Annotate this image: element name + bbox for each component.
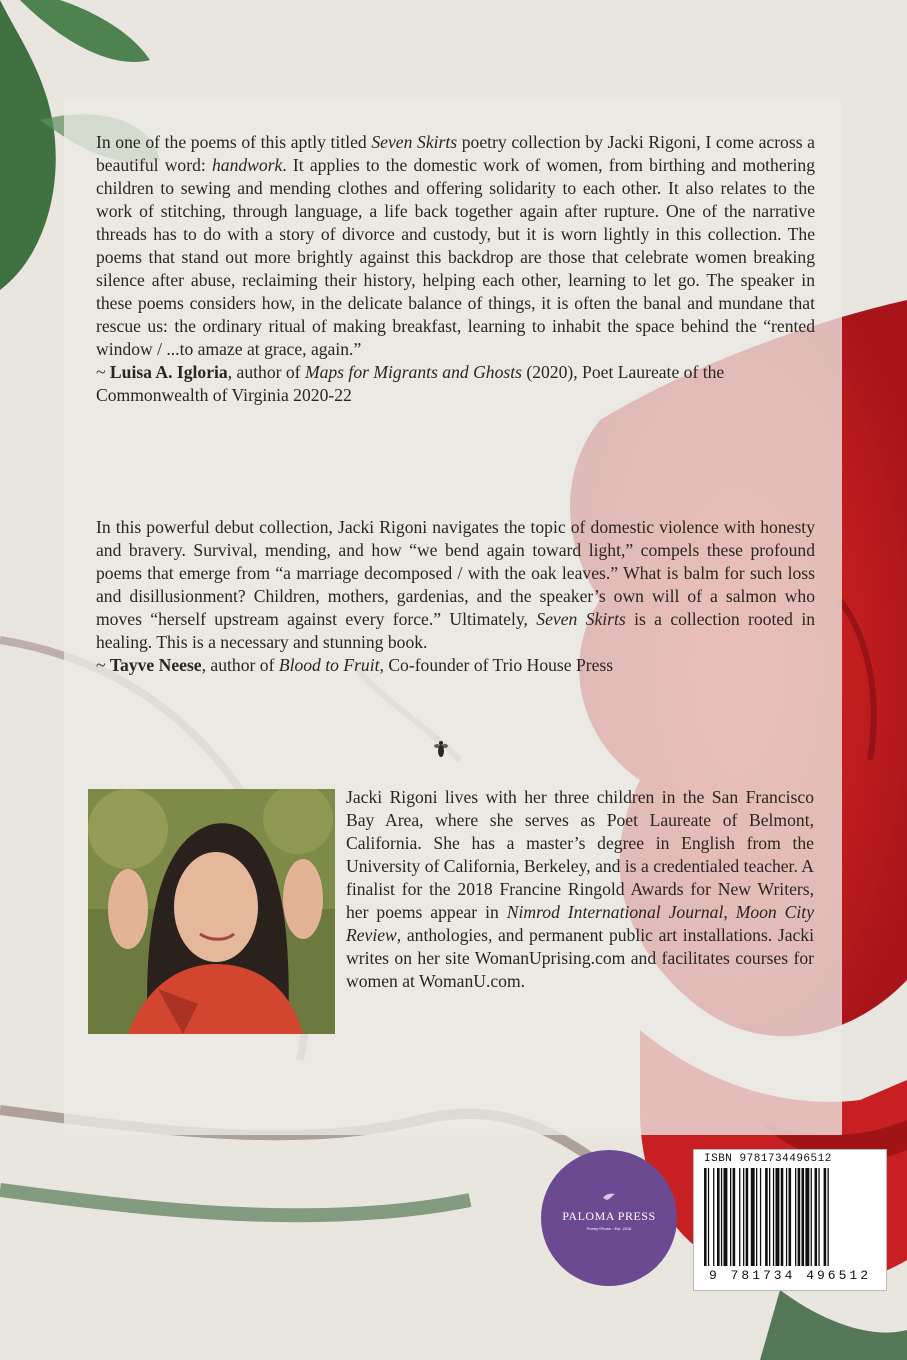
review-body: In one of the poems of this aptly titled Seven Skirts poetry collection by Jacki Rigoni, I come across a beautiful word: handwork. It applies to the domestic work of women, from birthing and mothering children to sewing and mending clothes and offering solidarity to each other. It also relates to the work of stitching, through language, a life back together again after rupture. One of the narrative threads has to do with a story of divorce and custody, but it is worn lightly in this collection. The poems that stand out more brightly against this backdrop are those that celebrate women breaking silence after abuse, reclaiming their history, helping each other, learning to let go. The speaker in these poems considers how, in the delicate balance of things, it is often the banal and mundane that rescue us: the ordinary ritual of making breakfast, learning to inhabit the space behind the “rented window / ...to amaze at grace, again.” bbox=[96, 132, 815, 359]
barcode-bar bbox=[760, 1168, 761, 1266]
book-title: Seven Skirts bbox=[371, 132, 458, 152]
isbn-label: ISBN 9781734496512 bbox=[704, 1153, 832, 1165]
barcode-bar bbox=[773, 1168, 774, 1266]
barcode-bar bbox=[739, 1168, 740, 1266]
leaf-shape bbox=[0, 0, 56, 290]
journal-name: Nimrod International Journal bbox=[506, 902, 724, 922]
isbn-digits: 9 781734 496512 bbox=[708, 1268, 872, 1283]
barcode-bar bbox=[811, 1168, 812, 1266]
review-attribution: ~ Tayve Neese, author of Blood to Fruit, Co-founder of Trio House Press bbox=[96, 655, 614, 675]
barcode-bar bbox=[828, 1168, 829, 1266]
barcode-bar bbox=[746, 1168, 749, 1266]
barcode-bar bbox=[824, 1168, 827, 1266]
barcode-bar bbox=[721, 1168, 722, 1266]
barcode-bar bbox=[733, 1168, 736, 1266]
barcode-bar bbox=[730, 1168, 731, 1266]
highlight-word: handwork bbox=[211, 155, 283, 175]
barcode-bar bbox=[724, 1168, 728, 1266]
paloma-press-logo bbox=[541, 1150, 677, 1286]
barcode-bar bbox=[756, 1168, 757, 1266]
dove-icon bbox=[602, 1190, 616, 1204]
book-title: Seven Skirts bbox=[536, 609, 626, 629]
publisher-tagline: Poetry+Prose · Est. 2016 bbox=[586, 1226, 632, 1231]
barcode-bar bbox=[713, 1168, 714, 1266]
barcode-bar bbox=[704, 1168, 707, 1266]
author-bio bbox=[346, 786, 814, 993]
barcode-bar bbox=[815, 1168, 818, 1266]
review-attribution: ~ Luisa A. Igloria, author of Maps for Migrants and Ghosts (2020), Poet Laureate of the Commonwealth of Virginia 2020-22 bbox=[96, 362, 725, 405]
barcode-bar bbox=[717, 1168, 720, 1266]
leaf-shape bbox=[20, 0, 150, 62]
review-luisa-igloria bbox=[96, 131, 815, 407]
reviewer-book: Maps for Migrants and Ghosts bbox=[304, 362, 522, 382]
bee-ornament-icon bbox=[433, 740, 449, 760]
barcode-bar bbox=[786, 1168, 787, 1266]
barcode-bar bbox=[743, 1168, 744, 1266]
bio-text: Jacki Rigoni lives with her three children in the San Francisco Bay Area, where she serves as Poet Laureate of Belmont, California. She has a master’s degree in English from the University of California, Berkeley, and is a credentialed teacher. A finalist for the 2018 Francine Ringold Awards for New Writers, her poems appear in Nimrod International Journal, Moon City Review, anthologies, and permanent public art installations. Jacki writes on her site WomanUprising.com and facilitates courses for women at WomanU.com. bbox=[346, 787, 814, 991]
barcode-bar bbox=[781, 1168, 784, 1266]
barcode-bar bbox=[805, 1168, 809, 1266]
barcode-bar bbox=[802, 1168, 805, 1266]
journal-name: Moon City Review bbox=[346, 902, 814, 945]
isbn-barcode-box bbox=[693, 1149, 887, 1291]
barcode-bar bbox=[798, 1168, 801, 1266]
review-body: In this powerful debut collection, Jacki Rigoni navigates the topic of domestic violence with honesty and bravery. Survival, mending, and how “we bend again toward light,” compels these profound poems that emerge from “a marriage decomposed / with the oak leaves.” What is balm for such loss and disillusionment? Children, mothers, gardenias, and the speaker’s own will of a salmon who moves “herself upstream against every force.” Ultimately, Seven Skirts is a collection rooted in healing. This is a necessary and stunning book. bbox=[96, 517, 816, 652]
author-photo bbox=[88, 789, 335, 1034]
barcode-bar bbox=[776, 1168, 780, 1266]
publisher-name: PALOMA PRESS bbox=[562, 1209, 656, 1223]
barcode bbox=[702, 1168, 878, 1266]
barcode-bar bbox=[708, 1168, 709, 1266]
reviewer-book: Blood to Fruit bbox=[278, 655, 380, 675]
barcode-bar bbox=[765, 1168, 768, 1266]
barcode-bar bbox=[795, 1168, 796, 1266]
barcode-bar bbox=[769, 1168, 770, 1266]
reviewer-name: Tayve Neese bbox=[109, 655, 202, 675]
reviewer-name: Luisa A. Igloria bbox=[109, 362, 228, 382]
barcode-bar bbox=[818, 1168, 819, 1266]
barcode-bar bbox=[751, 1168, 755, 1266]
review-tayve-neese bbox=[96, 516, 815, 677]
barcode-bar bbox=[789, 1168, 792, 1266]
